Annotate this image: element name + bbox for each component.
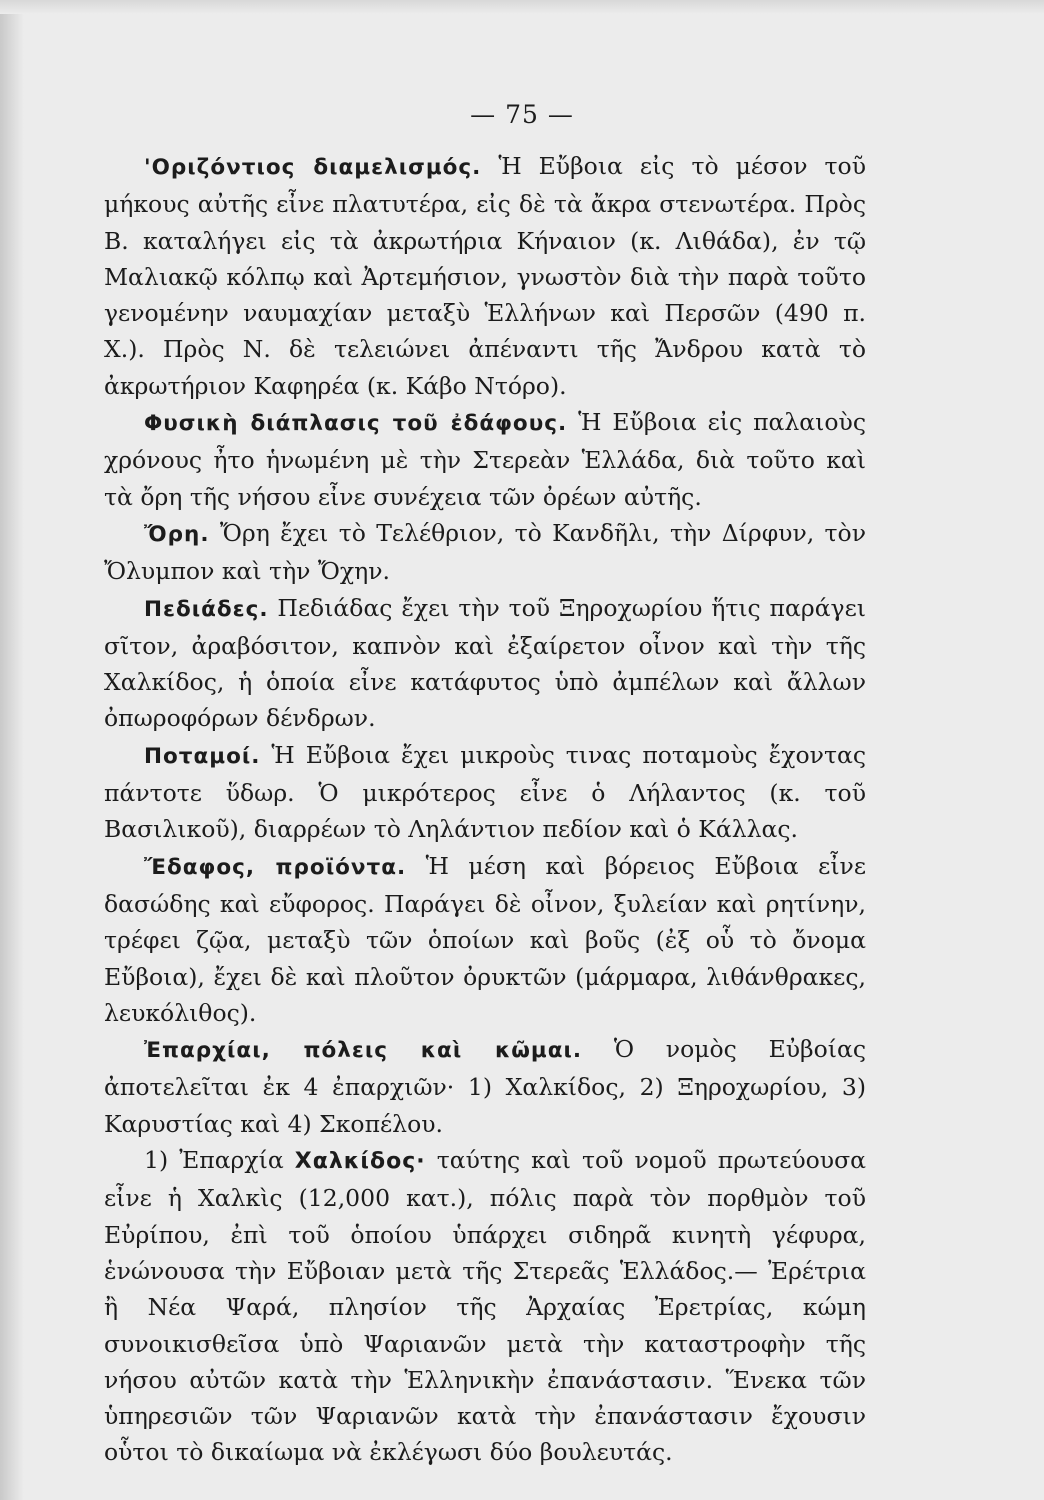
scan-shadow-top: [0, 0, 1044, 14]
paragraph-plains: [104, 590, 866, 737]
chalkis-bold-name: Χαλκίδος·: [294, 1149, 426, 1175]
section-heading: Ἔδαφος, προϊόντα.: [144, 854, 407, 880]
paragraph-mountains: [104, 515, 866, 590]
paragraph-prefix: 1) Ἐπαρχία: [144, 1146, 295, 1175]
body-text: [104, 148, 866, 1471]
paragraph-text: Ἡ Εὔβοια εἰς τὸ μέσον τοῦ μήκους αὐτῆς εἶνε πλατυτέρα, εἰς δὲ τὰ ἄκρα στενωτέρα. Πρὸς Β. καταλήγει εἰς τὰ ἀκρωτήρια Κήναιον (κ. Λιθάδα), ἐν τῷ Μαλιακῷ κόλπῳ καὶ Ἀρτεμήσιον, γνωστὸν διὰ τὴν παρὰ τοῦτο γενομένην ναυμαχίαν μεταξὺ Ἑλλήνων καὶ Περσῶν (490 π. Χ.). Πρὸς Ν. δὲ τελειώνει ἀπέναντι τῆς Ἄνδρου κατὰ τὸ ἀκρωτήριον Καφηρέα (κ. Κάβο Ντόρο).: [104, 152, 866, 400]
section-heading: Ποταμοί.: [144, 743, 261, 769]
section-heading: Ἐπαρχίαι, πόλεις καὶ κῶμαι.: [144, 1038, 583, 1064]
paragraph-chalkis-province: [104, 1142, 866, 1471]
paragraph-rivers: [104, 737, 866, 848]
paragraph-text: Ἡ μέση καὶ βόρειος Εὔβοια εἶνε δασώδης καὶ εὔφορος. Παράγει δὲ οἶνον, ξυλείαν καὶ ρητίνην, τρέφει ζῷα, μεταξὺ τῶν ὁποίων καὶ βοῦς (ἐξ οὗ τὸ ὄνομα Εὔβοια), ἔχει δὲ καὶ πλοῦτον ὀρυκτῶν (μάρμαρα, λιθάνθρακες, λευκόλιθος).: [104, 851, 866, 1027]
paragraph-text: Ὁ νομὸς Εὐβοίας ἀποτελεῖται ἐκ 4 ἐπαρχιῶν· 1) Χαλκίδος, 2) Ξηροχωρίου, 3) Καρυστίας καὶ 4) Σκοπέλου.: [104, 1035, 866, 1138]
paragraph-text: Ἡ Εὔβοια ἔχει μικροὺς τινας ποταμοὺς ἔχοντας πάντοτε ὕδωρ. Ὁ μικρότερος εἶνε ὁ Λήλαντος (κ. τοῦ Βασιλικοῦ), διαρρέων τὸ Ληλάντιον πεδίον καὶ ὁ Κάλλας.: [104, 740, 866, 844]
paragraph-physical-formation: [104, 404, 866, 515]
paragraph-text: ταύτης καὶ τοῦ νομοῦ πρωτεύουσα εἶνε ἡ Χαλκὶς (12,000 κατ.), πόλις παρὰ τὸν πορθμὸν τοῦ Εὐρίπου, ἐπὶ τοῦ ὁποίου ὑπάρχει σιδηρᾶ κινητὴ γέφυρα, ἑνώνουσα τὴν Εὔβοιαν μετὰ τῆς Στερεᾶς Ἑλλάδος.— Ἐρέτρια ἢ Νέα Ψαρά, πλησίον τῆς Ἀρχαίας Ἐρετρίας, κώμη συνοικισθεῖσα ὑπὸ Ψαριανῶν μετὰ τὴν καταστροφὴν τῆς νήσου αὐτῶν κατὰ τὴν Ἑλληνικὴν ἐπανάστασιν. Ἕνεκα τῶν ὑπηρεσιῶν τῶν Ψαριανῶν κατὰ τὴν ἐπανάστασιν ἔχουσιν οὗτοι τὸ δικαίωμα νὰ ἐκλέγωσι δύο βουλευτάς.: [104, 1146, 867, 1467]
section-heading: Πεδιάδες.: [144, 596, 269, 622]
paragraph-soil-products: [104, 848, 866, 1031]
section-heading: Φυσικὴ διάπλασις τοῦ ἐδάφους.: [144, 411, 568, 437]
paragraph-text: Ἡ Εὔβοια εἰς παλαιοὺς χρόνους ἦτο ἡνωμένη μὲ τὴν Στερεὰν Ἑλλάδα, διὰ τοῦτο καὶ τὰ ὄρη τῆς νήσου εἶνε συνέχεια τῶν ὀρέων αὐτῆς.: [104, 408, 866, 511]
scan-shadow-left: [0, 0, 24, 1500]
paragraph-text: Ὄρη ἔχει τὸ Τελέθριον, τὸ Κανδῆλι, τὴν Δίρφυν, τὸν Ὄλυμπον καὶ τὴν Ὄχην.: [104, 518, 866, 586]
paragraph-horizontal-division: [104, 148, 866, 404]
paragraph-provinces: [104, 1031, 866, 1142]
section-heading: 'Οριζόντιος διαμελισμός.: [144, 155, 482, 180]
section-heading: Ὄρη.: [144, 521, 210, 547]
page-number: — 75 —: [470, 100, 574, 129]
paragraph-text: Πεδιάδας ἔχει τὴν τοῦ Ξηροχωρίου ἥτις παράγει σῖτον, ἀραβόσιτον, καπνὸν καὶ ἐξαίρετον οἶνον καὶ τὴν τῆς Χαλκίδος, ἡ ὁποία εἶνε κατάφυτος ὑπὸ ἀμπέλων καὶ ἄλλων ὀπωροφόρων δένδρων.: [104, 593, 866, 733]
